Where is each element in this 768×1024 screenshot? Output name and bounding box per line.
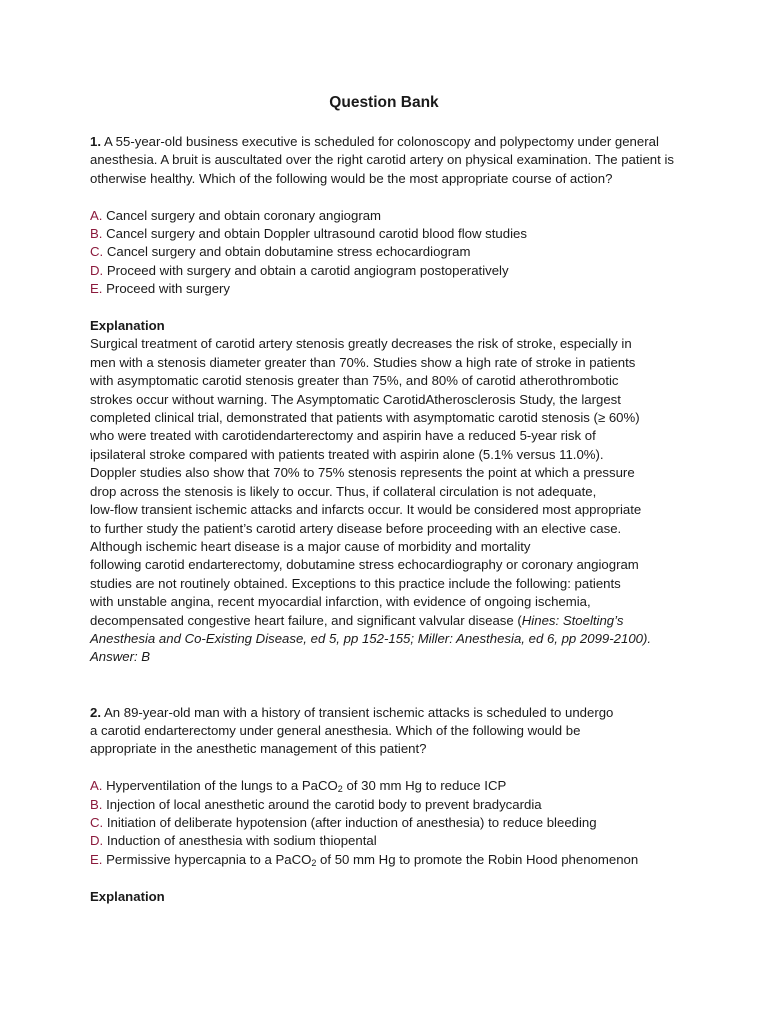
explanation-line: studies are not routinely obtained. Exceptions to this practice include the following: patients bbox=[90, 575, 621, 591]
explanation-line: to further study the patient’s carotid artery disease before proceeding with an elective case. bbox=[90, 520, 622, 536]
option-text: Permissive hypercapnia to a PaCO bbox=[106, 851, 312, 867]
explanation-line: Although ischemic heart disease is a major cause of morbidity and mortality bbox=[90, 538, 531, 554]
option-b bbox=[90, 225, 680, 243]
option-letter: D. bbox=[90, 833, 104, 849]
explanation-line: ipsilateral stroke compared with patients treated with aspirin alone (5.1% versus 11.0%). bbox=[90, 446, 604, 462]
option-text: Initiation of deliberate hypotension (after induction of anesthesia) to reduce bleeding bbox=[106, 814, 597, 830]
option-letter: E. bbox=[90, 851, 103, 867]
option-d bbox=[90, 832, 680, 850]
explanation-line: drop across the stenosis is likely to occur. Thus, if collateral circulation is not adequate, bbox=[90, 483, 597, 499]
option-letter: D. bbox=[90, 262, 104, 278]
question-text-line: a carotid endarterectomy under general anesthesia. Which of the following would be bbox=[90, 722, 581, 738]
option-text-end: of 50 mm Hg to promote the Robin Hood phenomenon bbox=[316, 851, 639, 867]
option-letter: A. bbox=[90, 207, 103, 223]
option-text: Induction of anesthesia with sodium thiopental bbox=[106, 833, 377, 849]
reference-citation-cont: Anesthesia and Co-Existing Disease, ed 5, pp 152-155; Miller: Anesthesia, ed 6, pp 2099-2100). bbox=[90, 630, 652, 646]
question-number: 2. bbox=[90, 704, 101, 720]
option-c bbox=[90, 243, 680, 261]
explanation-line: with asymptomatic carotid stenosis greater than 75%, and 80% of carotid atherothrombotic bbox=[90, 373, 619, 389]
option-text: Cancel surgery and obtain Doppler ultrasound carotid blood flow studies bbox=[106, 226, 527, 242]
option-letter: B. bbox=[90, 226, 103, 242]
explanation-line: Surgical treatment of carotid artery stenosis greatly decreases the risk of stroke, especially in bbox=[90, 336, 632, 352]
explanation-text bbox=[90, 335, 680, 611]
option-c bbox=[90, 814, 680, 832]
explanation-line: strokes occur without warning. The Asymptomatic CarotidAtherosclerosis Study, the largest bbox=[90, 391, 621, 407]
document-body bbox=[90, 133, 680, 906]
option-text-end: of 30 mm Hg to reduce ICP bbox=[342, 778, 507, 794]
option-a bbox=[90, 207, 680, 225]
option-letter: E. bbox=[90, 281, 103, 297]
explanation-line bbox=[90, 612, 680, 630]
option-text: Cancel surgery and obtain dobutamine stress echocardiogram bbox=[106, 244, 471, 260]
option-e bbox=[90, 280, 680, 298]
option-text: Cancel surgery and obtain coronary angiogram bbox=[106, 207, 382, 223]
option-a bbox=[90, 777, 680, 795]
question-text: A 55-year-old business executive is scheduled for colonoscopy and polypectomy under general anesthesia. A bruit is auscultated over the right carotid artery on physical examination. The patient is otherwise healthy. Which of the following would be the most appropriate course of action? bbox=[90, 134, 674, 186]
option-letter: C. bbox=[90, 814, 104, 830]
explanation-line: Doppler studies also show that 70% to 75% stenosis represents the point at which a pressure bbox=[90, 465, 635, 481]
question-1-stem bbox=[90, 133, 680, 188]
option-letter: B. bbox=[90, 796, 103, 812]
question-2-stem bbox=[90, 704, 680, 722]
option-text: Injection of local anesthetic around the carotid body to prevent bradycardia bbox=[106, 796, 542, 812]
explanation-line: men with a stenosis diameter greater than 70%. Studies show a high rate of stroke in patients bbox=[90, 354, 636, 370]
option-text: Proceed with surgery and obtain a carotid angiogram postoperatively bbox=[106, 262, 509, 278]
subscript: 2 bbox=[311, 857, 317, 868]
explanation-text-end: decompensated congestive heart failure, and significant valvular disease ( bbox=[90, 612, 522, 628]
option-text: Proceed with surgery bbox=[106, 281, 231, 297]
explanation-line: who were treated with carotidendarterectomy and aspirin have a reduced 5-year risk of bbox=[90, 428, 596, 444]
question-text-line: appropriate in the anesthetic management of this patient? bbox=[90, 741, 427, 757]
explanation-line: completed clinical trial, demonstrated that patients with asymptomatic carotid stenosis (≥ 60%) bbox=[90, 410, 640, 426]
page-title: Question Bank bbox=[329, 94, 439, 111]
explanation-line: with unstable angina, recent myocardial infarction, with evidence of ongoing ischemia, bbox=[90, 594, 591, 610]
reference-citation: Hines: Stoelting’s bbox=[521, 612, 624, 628]
explanation-line: following carotid endarterectomy, dobutamine stress echocardiography or coronary angiogram bbox=[90, 557, 639, 573]
subscript: 2 bbox=[337, 784, 343, 795]
option-letter: A. bbox=[90, 778, 103, 794]
explanation-heading: Explanation bbox=[90, 888, 165, 904]
option-e bbox=[90, 851, 680, 869]
option-letter: C. bbox=[90, 244, 104, 260]
answer-key: Answer: B bbox=[90, 649, 151, 665]
explanation-line: low-flow transient ischemic attacks and infarcts occur. It would be considered most appropriate bbox=[90, 502, 642, 518]
question-text: An 89-year-old man with a history of transient ischemic attacks is scheduled to undergo bbox=[103, 704, 614, 720]
option-text: Hyperventilation of the lungs to a PaCO bbox=[106, 778, 338, 794]
question-number: 1. bbox=[90, 134, 101, 149]
option-d bbox=[90, 262, 680, 280]
explanation-heading: Explanation bbox=[90, 318, 165, 334]
option-b bbox=[90, 796, 680, 814]
